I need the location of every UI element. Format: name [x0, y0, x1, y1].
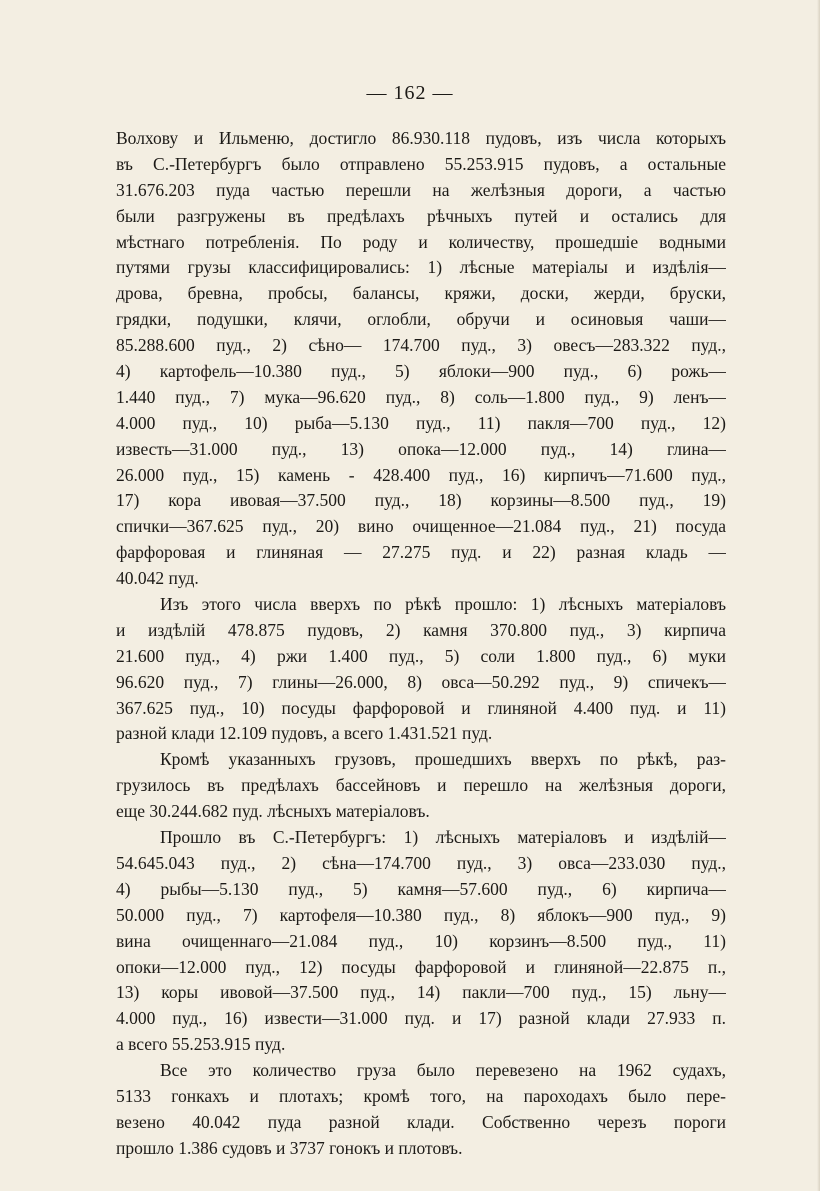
text-line: 4.000 пуд., 16) извести—31.000 пуд. и 17) разной клади 27.933 п.: [116, 1008, 726, 1029]
text-line: Прошло въ С.-Петербургъ: 1) лѣсныхъ матеріаловъ и издѣлій—: [160, 827, 726, 848]
text-line: въ С.-Петербургъ было отправлено 55.253.915 пудовъ, а остальные: [116, 153, 726, 174]
text-line: известь—31.000 пуд., 13) опока—12.000 пуд., 14) глина—: [116, 438, 726, 459]
text-line: 1.440 пуд., 7) мука—96.620 пуд., 8) соль—1.800 пуд., 9) ленъ—: [116, 386, 726, 407]
text-line: 17) кора ивовая—37.500 пуд., 18) корзины—8.500 пуд., 19): [116, 490, 726, 511]
text-line: и издѣлій 478.875 пудовъ, 2) камня 370.800 пуд., 3) кирпича: [116, 619, 726, 640]
text-line: Все это количество груза было перевезено на 1962 судахъ,: [160, 1060, 726, 1081]
text-line: везено 40.042 пуда разной клади. Собственно черезъ пороги: [116, 1111, 726, 1132]
page-number: — 162 —: [366, 82, 454, 104]
text-line: 13) коры ивовой—37.500 пуд., 14) пакли—700 пуд., 15) льну—: [116, 982, 726, 1003]
text-line: Кромѣ указанныхъ грузовъ, прошедшихъ вверхъ по рѣкѣ, раз-: [160, 749, 726, 770]
text-line: 26.000 пуд., 15) камень - 428.400 пуд., 16) кирпичъ—71.600 пуд.,: [116, 464, 726, 485]
text-line: мѣстнаго потребленія. По роду и количеству, прошедшіе водными: [116, 231, 726, 252]
text-line: прошло 1.386 судовъ и 3737 гонокъ и плотовъ.: [116, 1137, 463, 1158]
text-line: 21.600 пуд., 4) ржи 1.400 пуд., 5) соли 1.800 пуд., 6) муки: [116, 645, 726, 666]
text-line: грузилось въ предѣлахъ бассейновъ и перешло на желѣзныя дороги,: [116, 775, 726, 796]
text-line: Изъ этого числа вверхъ по рѣкѣ прошло: 1) лѣсныхъ матеріаловъ: [160, 594, 726, 615]
text-line: разной клади 12.109 пудовъ, а всего 1.431.521 пуд.: [116, 723, 493, 744]
text-line: фарфоровая и глиняная — 27.275 пуд. и 22) разная кладь —: [116, 542, 726, 563]
text-line: опоки—12.000 пуд., 12) посуды фарфоровой и глиняной—22.875 п.,: [116, 956, 726, 977]
text-line: дрова, бревна, пробсы, балансы, кряжи, доски, жерди, бруски,: [116, 283, 726, 304]
text-line: путями грузы классифицировались: 1) лѣсные матеріалы и издѣлія—: [116, 257, 726, 278]
text-line: 31.676.203 пуда частью перешли на желѣзныя дороги, а частью: [116, 179, 726, 200]
text-line: 50.000 пуд., 7) картофеля—10.380 пуд., 8) яблокъ—900 пуд., 9): [116, 904, 726, 925]
text-line: 4) картофель—10.380 пуд., 5) яблоки—900 пуд., 6) рожь—: [116, 361, 726, 382]
text-line: были разгружены въ предѣлахъ рѣчныхъ путей и остались для: [116, 205, 726, 226]
text-line: 4.000 пуд., 10) рыба—5.130 пуд., 11) пакля—700 пуд., 12): [116, 412, 726, 433]
text-line: 5133 гонкахъ и плотахъ; кромѣ того, на пароходахъ было пере-: [116, 1085, 726, 1106]
text-line: 4) рыбы—5.130 пуд., 5) камня—57.600 пуд., 6) кирпича—: [116, 878, 726, 899]
text-line: 85.288.600 пуд., 2) сѣно— 174.700 пуд., 3) овесъ—283.322 пуд.,: [116, 335, 726, 356]
text-line: а всего 55.253.915 пуд.: [116, 1034, 286, 1055]
text-line: Волхову и Ильменю, достигло 86.930.118 пудовъ, изъ числа которыхъ: [116, 128, 726, 148]
body-text: [116, 126, 726, 1162]
text-line: спички—367.625 пуд., 20) вино очищенное—21.084 пуд., 21) посуда: [116, 516, 726, 537]
text-line: 54.645.043 пуд., 2) сѣна—174.700 пуд., 3) овса—233.030 пуд.,: [116, 852, 726, 873]
text-line: еще 30.244.682 пуд. лѣсныхъ матеріаловъ.: [116, 801, 430, 822]
text-line: вина очищеннаго—21.084 пуд., 10) корзинъ—8.500 пуд., 11): [116, 930, 726, 951]
text-line: 40.042 пуд.: [116, 568, 199, 589]
text-line: 96.620 пуд., 7) глины—26.000, 8) овса—50.292 пуд., 9) спичекъ—: [116, 671, 726, 692]
text-line: 367.625 пуд., 10) посуды фарфоровой и глиняной 4.400 пуд. и 11): [116, 697, 726, 718]
text-line: грядки, подушки, клячи, оглобли, обручи и осиновыя чаши—: [116, 309, 726, 330]
